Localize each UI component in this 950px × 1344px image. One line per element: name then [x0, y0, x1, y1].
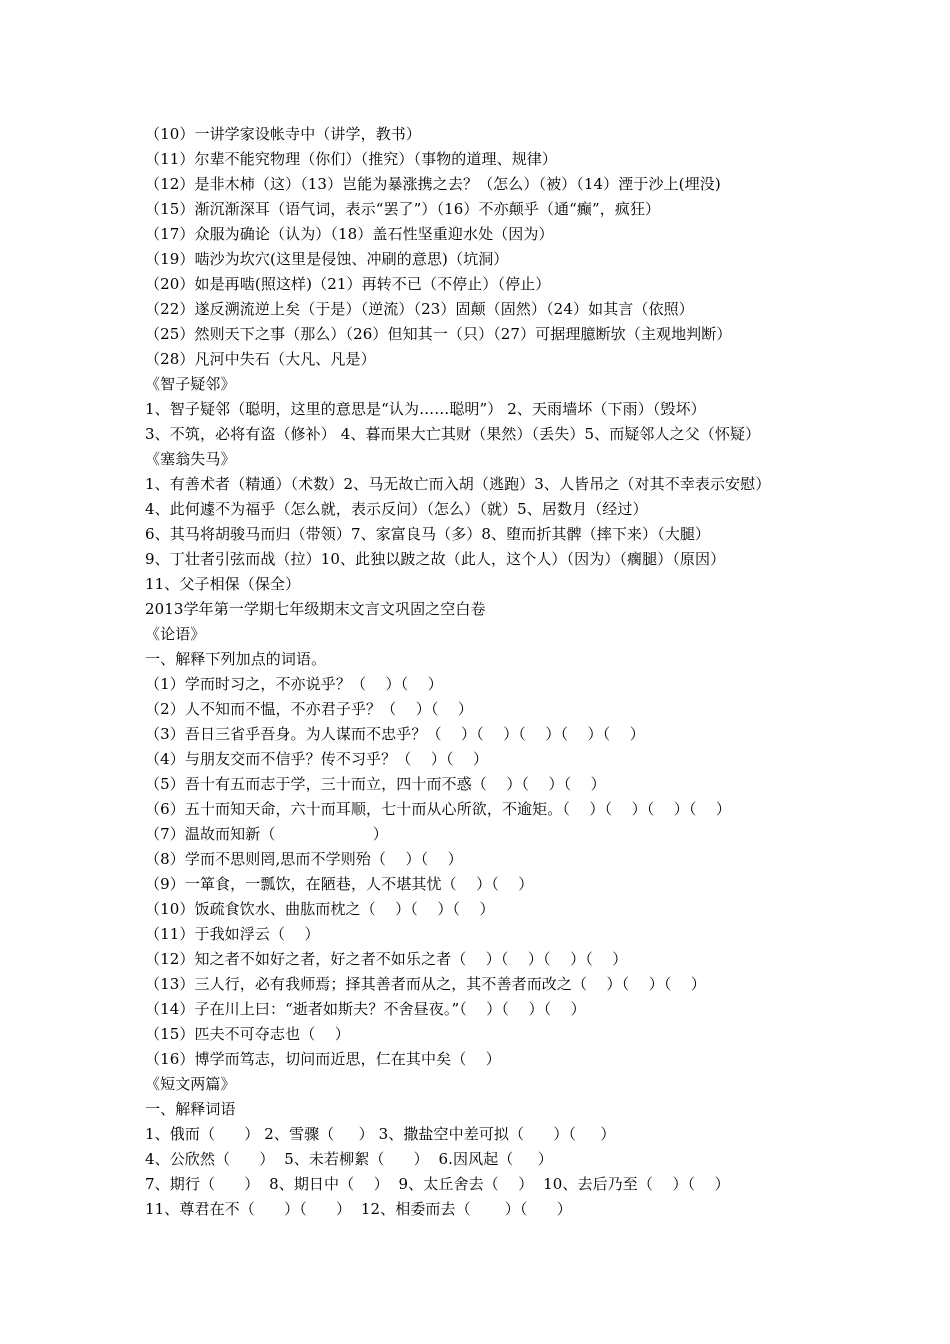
text-line: 9、丁壮者引弦而战（拉）10、此独以跛之故（此人，这个人）（因为）（瘸腿）（原因） [145, 550, 726, 568]
exercise-line: （10）饭疏食饮水、曲肱而枕之（ ）（ ）（ ） [145, 900, 495, 918]
text-line: （10）一讲学家设帐寺中（讲学，教书） [145, 125, 421, 143]
text-line: 1、有善术者（精通）（术数）2、马无故亡而入胡（逃跑）3、人皆吊之（对其不幸表示安慰） [145, 475, 771, 493]
text-line: （12）是非木柿（这）（13）岂能为暴涨携之去？（怎么）（被）（14）湮于沙上(埋没) [145, 175, 721, 193]
exercise-line: 7、期行（ ） 8、期日中（ ） 9、太丘舍去（ ） 10、去后乃至（ ）（ ） [145, 1175, 730, 1193]
worksheet-title: 2013学年第一学期七年级期末文言文巩固之空白卷 [145, 600, 486, 618]
exercise-line: （4）与朋友交而不信乎？传不习乎？（ ）（ ） [145, 750, 489, 768]
text-line: （19）啮沙为坎穴(这里是侵蚀、冲刷的意思)（坑洞） [145, 250, 509, 268]
exercise-line: 11、尊君在不（ ）（ ） 12、相委而去（ ）（ ） [145, 1200, 572, 1218]
exercise-line: （5）吾十有五而志于学，三十而立，四十而不惑（ ）（ ）（ ） [145, 775, 606, 793]
exercise-line: （6）五十而知天命，六十而耳顺，七十而从心所欲，不逾矩。（ ）（ ）（ ）（ ） [145, 800, 732, 818]
text-line: （17）众服为确论（认为）（18）盖石性坚重迎水处（因为） [145, 225, 554, 243]
exercise-line: （11）于我如浮云（ ） [145, 925, 320, 943]
exercise-line: 1、俄而（ ） 2、雪骤（ ） 3、撒盐空中差可拟（ ）（ ） [145, 1125, 616, 1143]
exercise-heading: 一、解释下列加点的词语。 [145, 650, 327, 668]
text-line: 11、父子相保（保全） [145, 575, 301, 593]
exercise-line: 4、公欣然（ ） 5、未若柳絮（ ） 6.因风起（ ） [145, 1150, 553, 1168]
section-title: 《智子疑邻》 [145, 375, 236, 393]
exercise-line: （9）一箪食，一瓢饮，在陋巷，人不堪其忧（ ）（ ） [145, 875, 534, 893]
section-title: 《论语》 [145, 625, 206, 643]
text-line: 3、不筑，必将有盗（修补） 4、暮而果大亡其财（果然）（丢失）5、而疑邻人之父（怀疑） [145, 425, 761, 443]
text-line: 6、其马将胡骏马而归（带领）7、家富良马（多）8、堕而折其髀（摔下来）（大腿） [145, 525, 711, 543]
exercise-line: （14）子在川上曰：“逝者如斯夫？不舍昼夜。”（ ）（ ）（ ） [145, 1000, 586, 1018]
section-title: 《塞翁失马》 [145, 450, 236, 468]
exercise-line: （7）温故而知新（ ） [145, 825, 388, 843]
text-line: （11）尔辈不能究物理（你们）（推究）（事物的道理、规律） [145, 150, 557, 168]
exercise-line: （12）知之者不如好之者，好之者不如乐之者（ ）（ ）（ ）（ ） [145, 950, 628, 968]
text-line: （25）然则天下之事（那么）（26）但知其一（只）（27）可据理臆断欤（主观地判断） [145, 325, 732, 343]
exercise-line: （16）博学而笃志，切问而近思，仁在其中矣（ ） [145, 1050, 501, 1068]
text-line: （20）如是再啮(照这样)（21）再转不已（不停止）（停止） [145, 275, 551, 293]
text-line: 1、智子疑邻（聪明，这里的意思是“认为……聪明”） 2、天雨墙坏（下雨）（毁坏） [145, 400, 706, 418]
text-line: （22）遂反溯流逆上矣（于是）（逆流）（23）固颠（固然）（24）如其言（依照） [145, 300, 694, 318]
exercise-heading: 一、解释词语 [145, 1100, 236, 1118]
exercise-line: （1）学而时习之，不亦说乎？（ ）（ ） [145, 675, 443, 693]
section-title: 《短文两篇》 [145, 1075, 236, 1093]
document-text [145, 122, 925, 1222]
text-line: 4、此何遽不为福乎（怎么就，表示反问）（怎么）（就）5、居数月（经过） [145, 500, 648, 518]
text-line: （28）凡河中失石（大凡、凡是） [145, 350, 376, 368]
text-line: （15）渐沉渐深耳（语气词，表示“罢了”）（16）不亦颠乎（通“癫”，疯狂） [145, 200, 661, 218]
exercise-line: （3）吾日三省乎吾身。为人谋而不忠乎？（ ）（ ）（ ）（ ）（ ） [145, 725, 645, 743]
exercise-line: （2）人不知而不愠，不亦君子乎？（ ）（ ） [145, 700, 473, 718]
exercise-line: （8）学而不思则罔,思而不学则殆（ ）（ ） [145, 850, 463, 868]
exercise-line: （15）匹夫不可夺志也（ ） [145, 1025, 350, 1043]
exercise-line: （13）三人行，必有我师焉；择其善者而从之，其不善者而改之（ ）（ ）（ ） [145, 975, 707, 993]
